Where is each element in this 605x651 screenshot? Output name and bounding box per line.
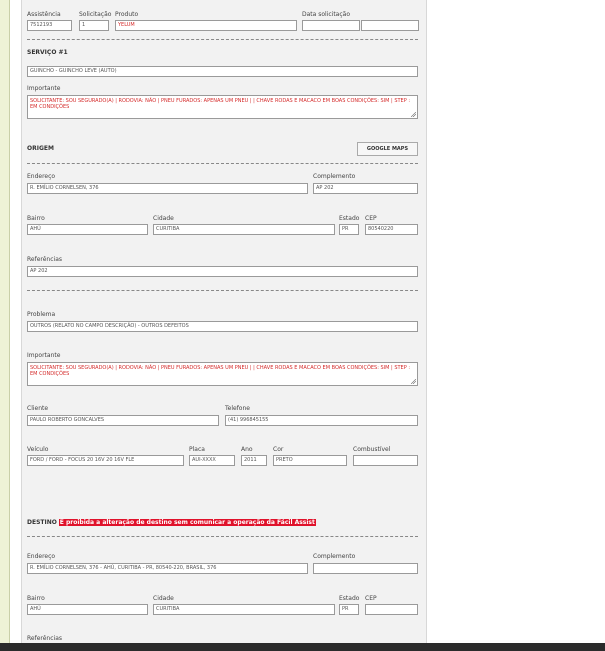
destino-cep-label: CEP: [365, 595, 377, 602]
assistencia-label: Assistência: [27, 11, 61, 18]
destino-title: DESTINO: [27, 519, 57, 526]
origem-complemento-field[interactable]: AP 202: [313, 183, 418, 194]
destino-estado-label: Estado: [339, 595, 360, 602]
telefone-label: Telefone: [225, 405, 250, 412]
problema-importante-text: SOLICITANTE: SOU SEGURADO(A) | RODOVIA: NÃO | PNEU FURADOS: APENAS UM PNEU | | CHAVE RODAS E MACACO EM BOAS CONDIÇÕES: SIM | STEP : EM CONDIÇÕES: [30, 365, 411, 377]
combustivel-label: Combustível: [353, 446, 391, 453]
divider: [27, 39, 418, 40]
left-sidebar-strip: [0, 0, 10, 651]
assistencia-field[interactable]: 7512193: [27, 20, 72, 31]
cliente-field[interactable]: PAULO ROBERTO GONCALVES: [27, 415, 219, 426]
origem-cep-field[interactable]: 80540220: [365, 224, 418, 235]
servico-importante-text: SOLICITANTE: SOU SEGURADO(A) | RODOVIA: NÃO | PNEU FURADOS: APENAS UM PNEU | | CHAVE RODAS E MACACO EM BOAS CONDIÇÕES: SIM | STEP : EM CONDIÇÕES: [30, 98, 411, 110]
service-form-panel: [21, 0, 427, 651]
telefone-field[interactable]: (41) 996845155: [225, 415, 418, 426]
origem-bairro-field[interactable]: AHÚ: [27, 224, 148, 235]
origem-complemento-label: Complemento: [313, 173, 356, 180]
destino-cep-field[interactable]: [365, 604, 418, 615]
solicitacao-field[interactable]: 1: [79, 20, 109, 31]
produto-label: Produto: [115, 11, 139, 18]
produto-field[interactable]: YELUM: [115, 20, 297, 31]
destino-cidade-field[interactable]: CURITIBA: [153, 604, 335, 615]
origem-referencias-label: Referências: [27, 256, 62, 263]
destino-bairro-label: Bairro: [27, 595, 45, 602]
solicitacao-label: Solicitação: [79, 11, 112, 18]
ano-field[interactable]: 2011: [241, 455, 267, 466]
origem-endereco-field[interactable]: R. EMÍLIO CORNELSEN, 376: [27, 183, 308, 194]
destino-complemento-label: Complemento: [313, 553, 356, 560]
origem-referencias-field[interactable]: AP 202: [27, 266, 418, 277]
data-solicitacao-date-field[interactable]: [302, 20, 360, 31]
destino-cidade-label: Cidade: [153, 595, 174, 602]
origem-cep-label: CEP: [365, 215, 377, 222]
destino-complemento-field[interactable]: [313, 563, 418, 574]
destino-warning-badge: É proibida a alteração de destino sem comunicar a operação da Fácil Assist: [59, 519, 315, 526]
ano-label: Ano: [241, 446, 253, 453]
origem-cidade-label: Cidade: [153, 215, 174, 222]
problema-field[interactable]: OUTROS (RELATO NO CAMPO DESCRIÇÃO) - OUTROS DEFEITOS: [27, 321, 418, 332]
origem-estado-label: Estado: [339, 215, 360, 222]
servico-field[interactable]: GUINCHO - GUINCHO LEVE (AUTO): [27, 66, 418, 77]
divider: [27, 290, 418, 291]
origem-estado-field[interactable]: PR: [339, 224, 359, 235]
cor-label: Cor: [273, 446, 284, 453]
bottom-taskbar: [0, 643, 605, 651]
origem-endereco-label: Endereço: [27, 173, 56, 180]
data-solicitacao-label: Data solicitação: [302, 11, 351, 18]
destino-bairro-field[interactable]: AHÚ: [27, 604, 148, 615]
combustivel-field[interactable]: [353, 455, 418, 466]
origem-bairro-label: Bairro: [27, 215, 45, 222]
servico-title: SERVIÇO #1: [27, 49, 68, 56]
veiculo-field[interactable]: FORD / FORD - FOCUS 20 16V 20 16V FLE: [27, 455, 184, 466]
destino-estado-field[interactable]: PR: [339, 604, 359, 615]
google-maps-button[interactable]: GOOGLE MAPS: [357, 142, 418, 156]
cor-field[interactable]: PRETO: [273, 455, 347, 466]
servico-importante-label: Importante: [27, 85, 61, 92]
resize-grip-icon[interactable]: [411, 379, 416, 384]
divider: [27, 536, 418, 537]
destino-endereco-field[interactable]: R. EMÍLIO CORNELSEN, 376 - AHÚ, CURITIBA - PR, 80540-220, BRASIL, 376: [27, 563, 308, 574]
problema-importante-textarea[interactable]: [27, 362, 418, 386]
origem-cidade-field[interactable]: CURITIBA: [153, 224, 335, 235]
divider: [27, 163, 418, 164]
destino-referencias-label: Referências: [27, 635, 62, 642]
data-solicitacao-time-field[interactable]: [361, 20, 419, 31]
destino-header: [27, 519, 316, 526]
placa-field[interactable]: AUI-XXXX: [189, 455, 235, 466]
servico-importante-textarea[interactable]: [27, 95, 418, 119]
problema-label: Problema: [27, 311, 56, 318]
cliente-label: Cliente: [27, 405, 49, 412]
placa-label: Placa: [189, 446, 205, 453]
problema-importante-label: Importante: [27, 352, 61, 359]
origem-title: ORIGEM: [27, 145, 54, 152]
resize-grip-icon[interactable]: [411, 112, 416, 117]
veiculo-label: Veículo: [27, 446, 49, 453]
destino-endereco-label: Endereço: [27, 553, 56, 560]
